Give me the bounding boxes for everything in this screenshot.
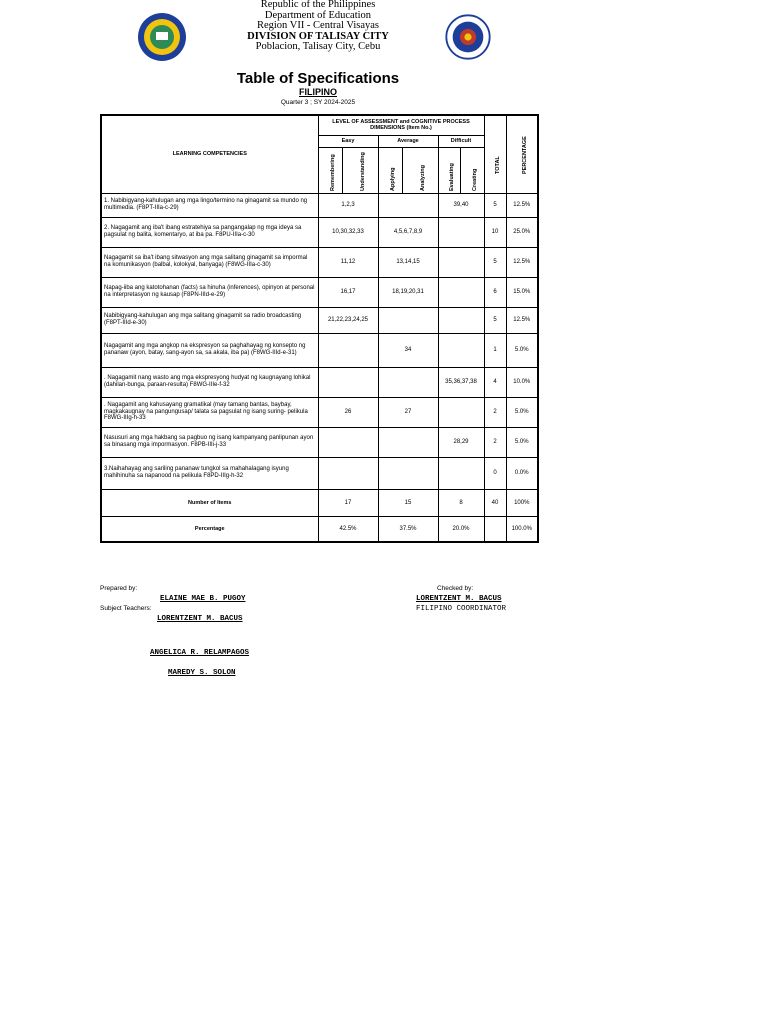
creating-header: Creating: [460, 147, 484, 193]
competency-cell: . Nagagamit ang kahusayang gramatikal (may tamang bantas, baybay, magkakaugnay na pangungusap/ talata sa pagsulat ng isang suring- pelikula F8WG-IIIg-h-33: [101, 397, 318, 427]
table-row: [101, 333, 538, 367]
difficult-items-cell: [438, 333, 484, 367]
percentage-cell: 12.5%: [506, 307, 538, 333]
percentage-cell: 12.5%: [506, 193, 538, 217]
total-header: TOTAL: [484, 115, 506, 193]
percentage-cell: 25.0%: [506, 217, 538, 247]
quarter-label: Quarter 3 ; SY 2024-2025: [280, 99, 356, 106]
prepared-by-label: Prepared by:: [100, 585, 138, 592]
deped-seal-icon: [440, 12, 496, 62]
easy-items-cell: [318, 427, 378, 457]
table-row: [101, 457, 538, 489]
letterhead-lines: [218, 0, 418, 53]
table-row: [101, 367, 538, 397]
easy-items-cell: 10,30,32,33: [318, 217, 378, 247]
percentage-average: 37.5%: [378, 516, 438, 542]
checked-role: FILIPINO COORDINATOR: [416, 605, 507, 613]
competency-rows: [101, 193, 538, 489]
table-row: [101, 277, 538, 307]
percentage-cell: 12.5%: [506, 247, 538, 277]
percentage-difficult: 20.0%: [438, 516, 484, 542]
table-row: [101, 247, 538, 277]
difficult-items-cell: [438, 247, 484, 277]
prepared-name-4: MAREDY S. SOLON: [168, 669, 236, 677]
competency-cell: Nabibigyang-kahulugan ang mga salitang ginagamit sa radio broadcasting (F8PT-IIId-e-30): [101, 307, 318, 333]
easy-items-cell: 11,12: [318, 247, 378, 277]
evaluating-header: Evaluating: [438, 147, 460, 193]
learning-competencies-header: LEARNING COMPETENCIES: [101, 115, 318, 193]
difficult-items-cell: 28,29: [438, 427, 484, 457]
average-items-cell: [378, 427, 438, 457]
difficult-items-cell: [438, 307, 484, 333]
number-of-items-easy: 17: [318, 489, 378, 516]
competency-cell: Nagagamit sa iba't ibang sitwasyon ang mga salitang ginagamit sa impormal na komunikasyon (balbal, kolokyal, banyaga) (F8WG-IIIa-c-30): [101, 247, 318, 277]
percentage-cell: 5.0%: [506, 427, 538, 457]
specifications-table: [100, 114, 539, 543]
average-items-cell: [378, 367, 438, 397]
header-line-region: Region VII - Central Visayas: [256, 20, 380, 31]
difficult-header: Difficult: [438, 135, 484, 147]
number-of-items-average: 15: [378, 489, 438, 516]
easy-items-cell: [318, 457, 378, 489]
average-items-cell: [378, 193, 438, 217]
percentage-total: [484, 516, 506, 542]
total-cell: 6: [484, 277, 506, 307]
percentage-cell: 5.0%: [506, 397, 538, 427]
easy-header: Easy: [318, 135, 378, 147]
easy-items-cell: 16,17: [318, 277, 378, 307]
number-of-items-label: Number of Items: [101, 489, 318, 516]
competency-cell: . Nagagamit nang wasto ang mga ekspresyong hudyat ng kaugnayang lohikal (dahilan-bunga, paraan-resulta) F8WG-IIIe-f-32: [101, 367, 318, 397]
header-line-division: DIVISION OF TALISAY CITY: [247, 30, 389, 42]
prepared-name-3: ANGELICA R. RELAMPAGOS: [150, 649, 250, 657]
understanding-header: Understanding: [342, 147, 378, 193]
difficult-items-cell: [438, 397, 484, 427]
applying-header: Applying: [378, 147, 402, 193]
subject-teachers-label: Subject Teachers:: [100, 605, 152, 612]
table-row: [101, 193, 538, 217]
total-cell: 2: [484, 397, 506, 427]
total-cell: 2: [484, 427, 506, 457]
table-row: [101, 307, 538, 333]
percentage-cell: 10.0%: [506, 367, 538, 397]
difficult-items-cell: 35,36,37,38: [438, 367, 484, 397]
total-cell: 5: [484, 247, 506, 277]
table-row: [101, 217, 538, 247]
subject-label: FILIPINO: [299, 87, 337, 97]
competency-cell: 2. Nagagamit ang iba't ibang estratehiya sa pangangalap ng mga ideya sa pagsulat ng balita, komentaryo, at iba pa. F8PU-IIIa-c-30: [101, 217, 318, 247]
average-items-cell: 13,14,15: [378, 247, 438, 277]
division-seal-icon: [134, 12, 190, 62]
easy-items-cell: [318, 367, 378, 397]
prepared-name-2: LORENTZENT M. BACUS: [157, 615, 243, 623]
total-cell: 1: [484, 333, 506, 367]
average-items-cell: [378, 307, 438, 333]
competency-cell: Napag-iiba ang katotohanan (facts) sa hinuha (inferences), opinyon at personal na interpretasyon ng kausap (F8PN-IIId-e-29): [101, 277, 318, 307]
percentage-easy: 42.5%: [318, 516, 378, 542]
header-line-republic: Republic of the Philippines: [260, 0, 376, 10]
percentage-header: PERCENTAGE: [506, 115, 538, 193]
prepared-name-1: ELAINE MAE B. PUGOY: [160, 595, 246, 603]
difficult-items-cell: [438, 457, 484, 489]
number-of-items-pct: 100%: [506, 489, 538, 516]
percentage-row-label: Percentage: [101, 516, 318, 542]
total-cell: 0: [484, 457, 506, 489]
percentage-pct: 100.0%: [506, 516, 538, 542]
average-items-cell: 34: [378, 333, 438, 367]
competency-cell: 3.Naihahayag ang sariling pananaw tungkol sa mahahalagang isyung mahihinuha sa napanood na pelikula F8PD-IIIg-h-32: [101, 457, 318, 489]
checked-name: LORENTZENT M. BACUS: [416, 595, 502, 603]
total-cell: 10: [484, 217, 506, 247]
competency-cell: Nasusuri ang mga hakbang sa pagbuo ng isang kampanyang panlipunan ayon sa binasang mga impormasyon. F8PB-IIIi-j-33: [101, 427, 318, 457]
easy-items-cell: [318, 333, 378, 367]
percentage-cell: 0.0%: [506, 457, 538, 489]
level-assessment-header: LEVEL OF ASSESSMENT and COGNITIVE PROCESS DIMENSIONS (Item No.): [318, 115, 484, 135]
average-header: Average: [378, 135, 438, 147]
percentage-cell: 5.0%: [506, 333, 538, 367]
easy-items-cell: 1,2,3: [318, 193, 378, 217]
average-items-cell: 18,19,20,31: [378, 277, 438, 307]
difficult-items-cell: [438, 277, 484, 307]
total-cell: 5: [484, 307, 506, 333]
table-row: [101, 427, 538, 457]
difficult-items-cell: [438, 217, 484, 247]
competency-cell: Nagagamit ang mga angkop na ekspresyon sa paghahayag ng konsepto ng pananaw (ayon, batay, sang-ayon sa, sa akala, iba pa) (F8WG-IIId-e-31): [101, 333, 318, 367]
table-row: [101, 397, 538, 427]
average-items-cell: 27: [378, 397, 438, 427]
easy-items-cell: 21,22,23,24,25: [318, 307, 378, 333]
difficult-items-cell: 39,40: [438, 193, 484, 217]
header-line-deped: Department of Education: [264, 9, 372, 21]
total-cell: 5: [484, 193, 506, 217]
competency-cell: 1. Nabibigyang-kahulugan ang mga lingo/termino na ginagamit sa mundo ng multimedia. (F8PT-IIIa-c-29): [101, 193, 318, 217]
total-cell: 4: [484, 367, 506, 397]
analyzing-header: Analyzing: [402, 147, 438, 193]
remembering-header: Remembering: [318, 147, 342, 193]
percentage-cell: 15.0%: [506, 277, 538, 307]
average-items-cell: [378, 457, 438, 489]
header-line-address: Poblacion, Talisay City, Cebu: [255, 41, 381, 52]
letterhead: [0, 0, 768, 70]
average-items-cell: 4,5,6,7,8,9: [378, 217, 438, 247]
number-of-items-difficult: 8: [438, 489, 484, 516]
number-of-items-total: 40: [484, 489, 506, 516]
easy-items-cell: 26: [318, 397, 378, 427]
page-title: Table of Specifications: [236, 70, 400, 87]
checked-by-label: Checked by:: [437, 585, 474, 592]
